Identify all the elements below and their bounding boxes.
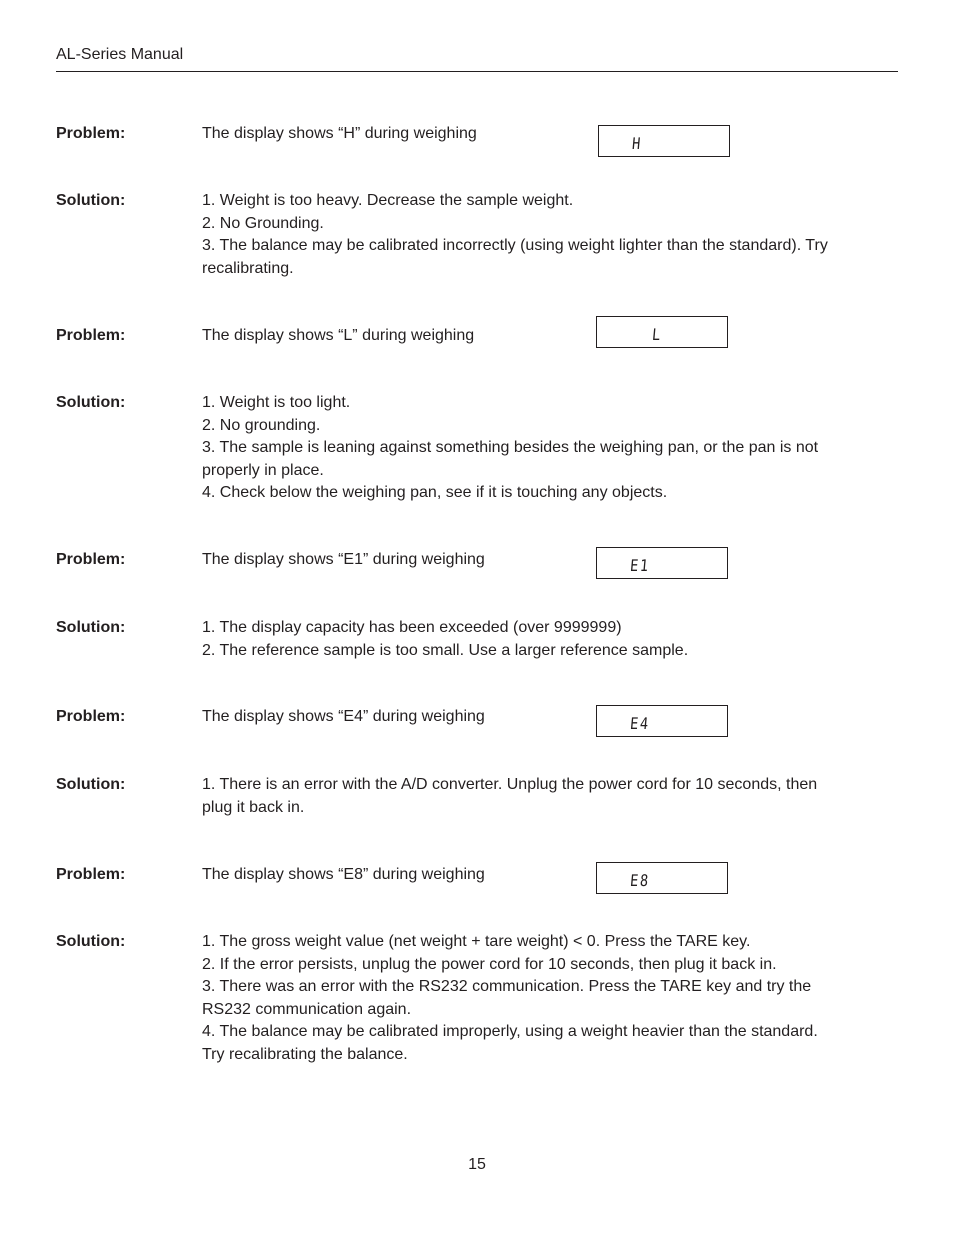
solution-line: 1. Weight is too light. bbox=[202, 394, 351, 411]
lcd-display-text: E4 bbox=[629, 714, 651, 733]
solution-line: 1. The gross weight value (net weight + tare weight) < 0. Press the TARE key. bbox=[202, 933, 751, 950]
problem-text: The display shows “L” during weighing bbox=[202, 327, 475, 344]
solution-label: Solution: bbox=[56, 394, 126, 411]
solution-list bbox=[202, 931, 892, 1066]
solution-list bbox=[202, 392, 892, 505]
solution-line: 1. There is an error with the A/D converter. Unplug the power cord for 10 seconds, then bbox=[202, 776, 818, 793]
lcd-display-text: E8 bbox=[629, 871, 651, 890]
solution-label: Solution: bbox=[56, 933, 126, 950]
problem-text: The display shows “E1” during weighing bbox=[202, 551, 485, 568]
solution-list bbox=[202, 617, 892, 662]
lcd-display-box bbox=[598, 125, 730, 157]
solution-line: 4. The balance may be calibrated improperly, using a weight heavier than the standard. bbox=[202, 1023, 818, 1040]
lcd-display-box bbox=[596, 316, 728, 348]
header-title: AL-Series Manual bbox=[56, 46, 184, 63]
lcd-display-box bbox=[596, 547, 728, 579]
header-divider bbox=[56, 71, 898, 72]
lcd-display-text: H bbox=[631, 134, 643, 153]
lcd-display-text: L bbox=[651, 325, 663, 344]
solution-label: Solution: bbox=[56, 619, 126, 636]
page-number: 15 bbox=[468, 1156, 486, 1173]
solution-line: 3. The balance may be calibrated incorrectly (using weight lighter than the standard). Try bbox=[202, 237, 828, 254]
problem-text: The display shows “E4” during weighing bbox=[202, 708, 485, 725]
problem-text: The display shows “E8” during weighing bbox=[202, 866, 485, 883]
solution-line: plug it back in. bbox=[202, 798, 305, 816]
solution-line: 1. The display capacity has been exceeded (over 9999999) bbox=[202, 619, 622, 636]
solution-line: 3. There was an error with the RS232 communication. Press the TARE key and try the bbox=[202, 978, 812, 995]
problem-label: Problem: bbox=[56, 866, 126, 883]
solution-line: 2. No Grounding. bbox=[202, 214, 324, 232]
solution-line: RS232 communication again. bbox=[202, 1000, 412, 1018]
lcd-display-text: E1 bbox=[629, 556, 651, 575]
problem-label: Problem: bbox=[56, 551, 126, 568]
solution-line: 3. The sample is leaning against something besides the weighing pan, or the pan is not bbox=[202, 439, 819, 456]
solution-line: properly in place. bbox=[202, 461, 324, 479]
lcd-display-box bbox=[596, 705, 728, 737]
solution-list bbox=[202, 774, 892, 819]
solution-line: recalibrating. bbox=[202, 259, 294, 277]
problem-label: Problem: bbox=[56, 708, 126, 725]
solution-label: Solution: bbox=[56, 776, 126, 793]
solution-line: 4. Check below the weighing pan, see if it is touching any objects. bbox=[202, 484, 668, 501]
solution-line: Try recalibrating the balance. bbox=[202, 1045, 408, 1063]
solution-line: 2. No grounding. bbox=[202, 416, 321, 434]
problem-label: Problem: bbox=[56, 327, 126, 344]
solution-line: 2. If the error persists, unplug the power cord for 10 seconds, then plug it back in. bbox=[202, 955, 777, 973]
solution-line: 1. Weight is too heavy. Decrease the sample weight. bbox=[202, 192, 574, 209]
problem-text: The display shows “H” during weighing bbox=[202, 125, 477, 142]
solution-line: 2. The reference sample is too small. Use a larger reference sample. bbox=[202, 641, 689, 659]
solution-label: Solution: bbox=[56, 192, 126, 209]
problem-label: Problem: bbox=[56, 125, 126, 142]
lcd-display-box bbox=[596, 862, 728, 894]
solution-list bbox=[202, 190, 892, 280]
